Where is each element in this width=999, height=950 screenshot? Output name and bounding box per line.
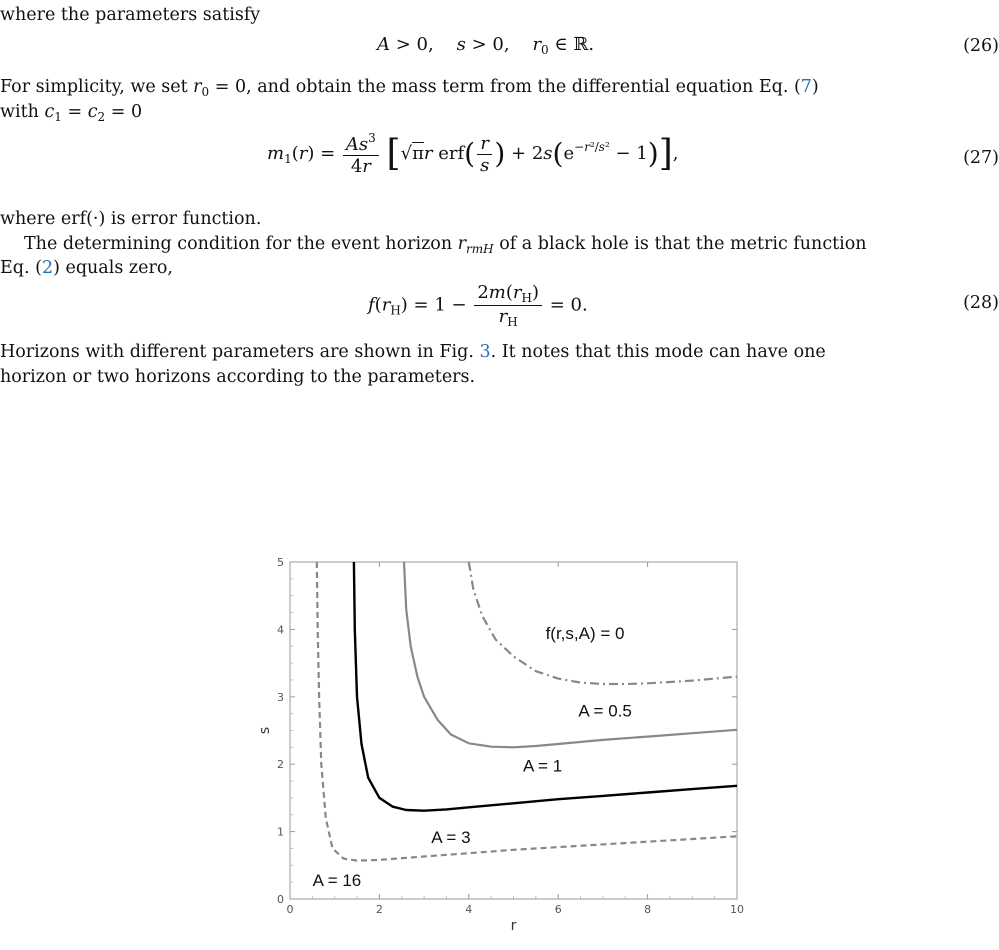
paragraph-line: where erf(·) is error function. [0,209,262,229]
paragraph-line: The determining condition for the event horizon $r_{rmH}$ of a black hole is that the metric function [24,234,867,256]
figure-ref-link[interactable]: 3 [479,342,491,362]
paragraph-line: with $c_1 = c_2 = 0$ [0,102,143,124]
x-tick-label: 8 [644,903,652,916]
plot-frame [290,562,737,899]
x-tick-label: 10 [730,903,744,916]
text: horizon or two horizons according to the parameters. [0,367,476,387]
chart-label-a-1: A = 1 [522,756,563,776]
paragraph-line [0,3,260,27]
x-tick-label: 2 [375,903,383,916]
text: For simplicity, we set [0,77,194,97]
x-tick-label: 6 [554,903,562,916]
equation-ref-link[interactable]: 7 [800,77,812,97]
chart-label-f-r-s-a-0: f(r,s,A) = 0 [545,623,625,643]
equation-26: A > 0, s > 0, $r_0$ ∈ ℝ. [377,34,595,57]
y-tick-label: 4 [277,623,284,637]
chart-label-a-3: A = 3 [431,827,471,847]
equation-ref-link[interactable]: 2 [41,258,54,278]
text: . It notes that this mode can have one [490,342,826,362]
chart-label-a-16: A = 16 [312,871,362,891]
x-tick-label: 4 [465,903,473,916]
paragraph-line [0,256,173,280]
y-tick-label: 3 [277,690,284,704]
text: Horizons with different parameters are shown in Fig. [0,342,480,362]
text: ) equals zero, [53,258,173,278]
text: Eq. ( [0,258,42,278]
text: The determining condition for the event horizon [24,234,458,254]
contour-a16-line [317,562,737,861]
text: of a black hole is that the metric function [493,234,867,254]
equation-27: $m_1(r)$ = $\frac{As^3}{4r}$ [√πr erf( $\frac{r}{s}$ ) + $2s(e^{-r^2/s^2} - 1)$], [267,131,679,177]
paragraph-line [0,365,475,389]
contour-a1-line [404,562,737,747]
y-tick-label: 5 [277,558,284,569]
x-axis-label: r [510,918,517,934]
text: with [0,102,45,122]
y-tick-label: 0 [277,893,284,906]
y-axis-label: s [257,726,273,735]
text: = 0, and obtain the mass term from the differential equation Eq. ( [209,77,801,97]
text: ) [811,77,819,97]
equation-number: (28) [963,293,999,313]
paragraph-line [0,340,826,364]
y-tick-label: 1 [277,825,284,839]
equation-number: (26) [963,36,999,56]
y-tick-label: 2 [277,758,284,772]
paragraph-line: For simplicity, we set $r_0 = 0$, and obtain the mass term from the differential equation Eq. (7) [0,77,819,99]
equation-28: $f(r_H) = 1$ − $\frac{2m(r_H)}{r_H}$ = 0. [368,282,588,329]
equation-number: (27) [963,148,999,168]
horizon-contour-plot [253,558,753,950]
x-tick-label: 0 [286,903,294,916]
text-where-parameters: where the parameters satisfy [0,5,261,25]
chart-label-a-0-5: A = 0.5 [578,701,632,721]
text: is error function. [105,209,262,229]
